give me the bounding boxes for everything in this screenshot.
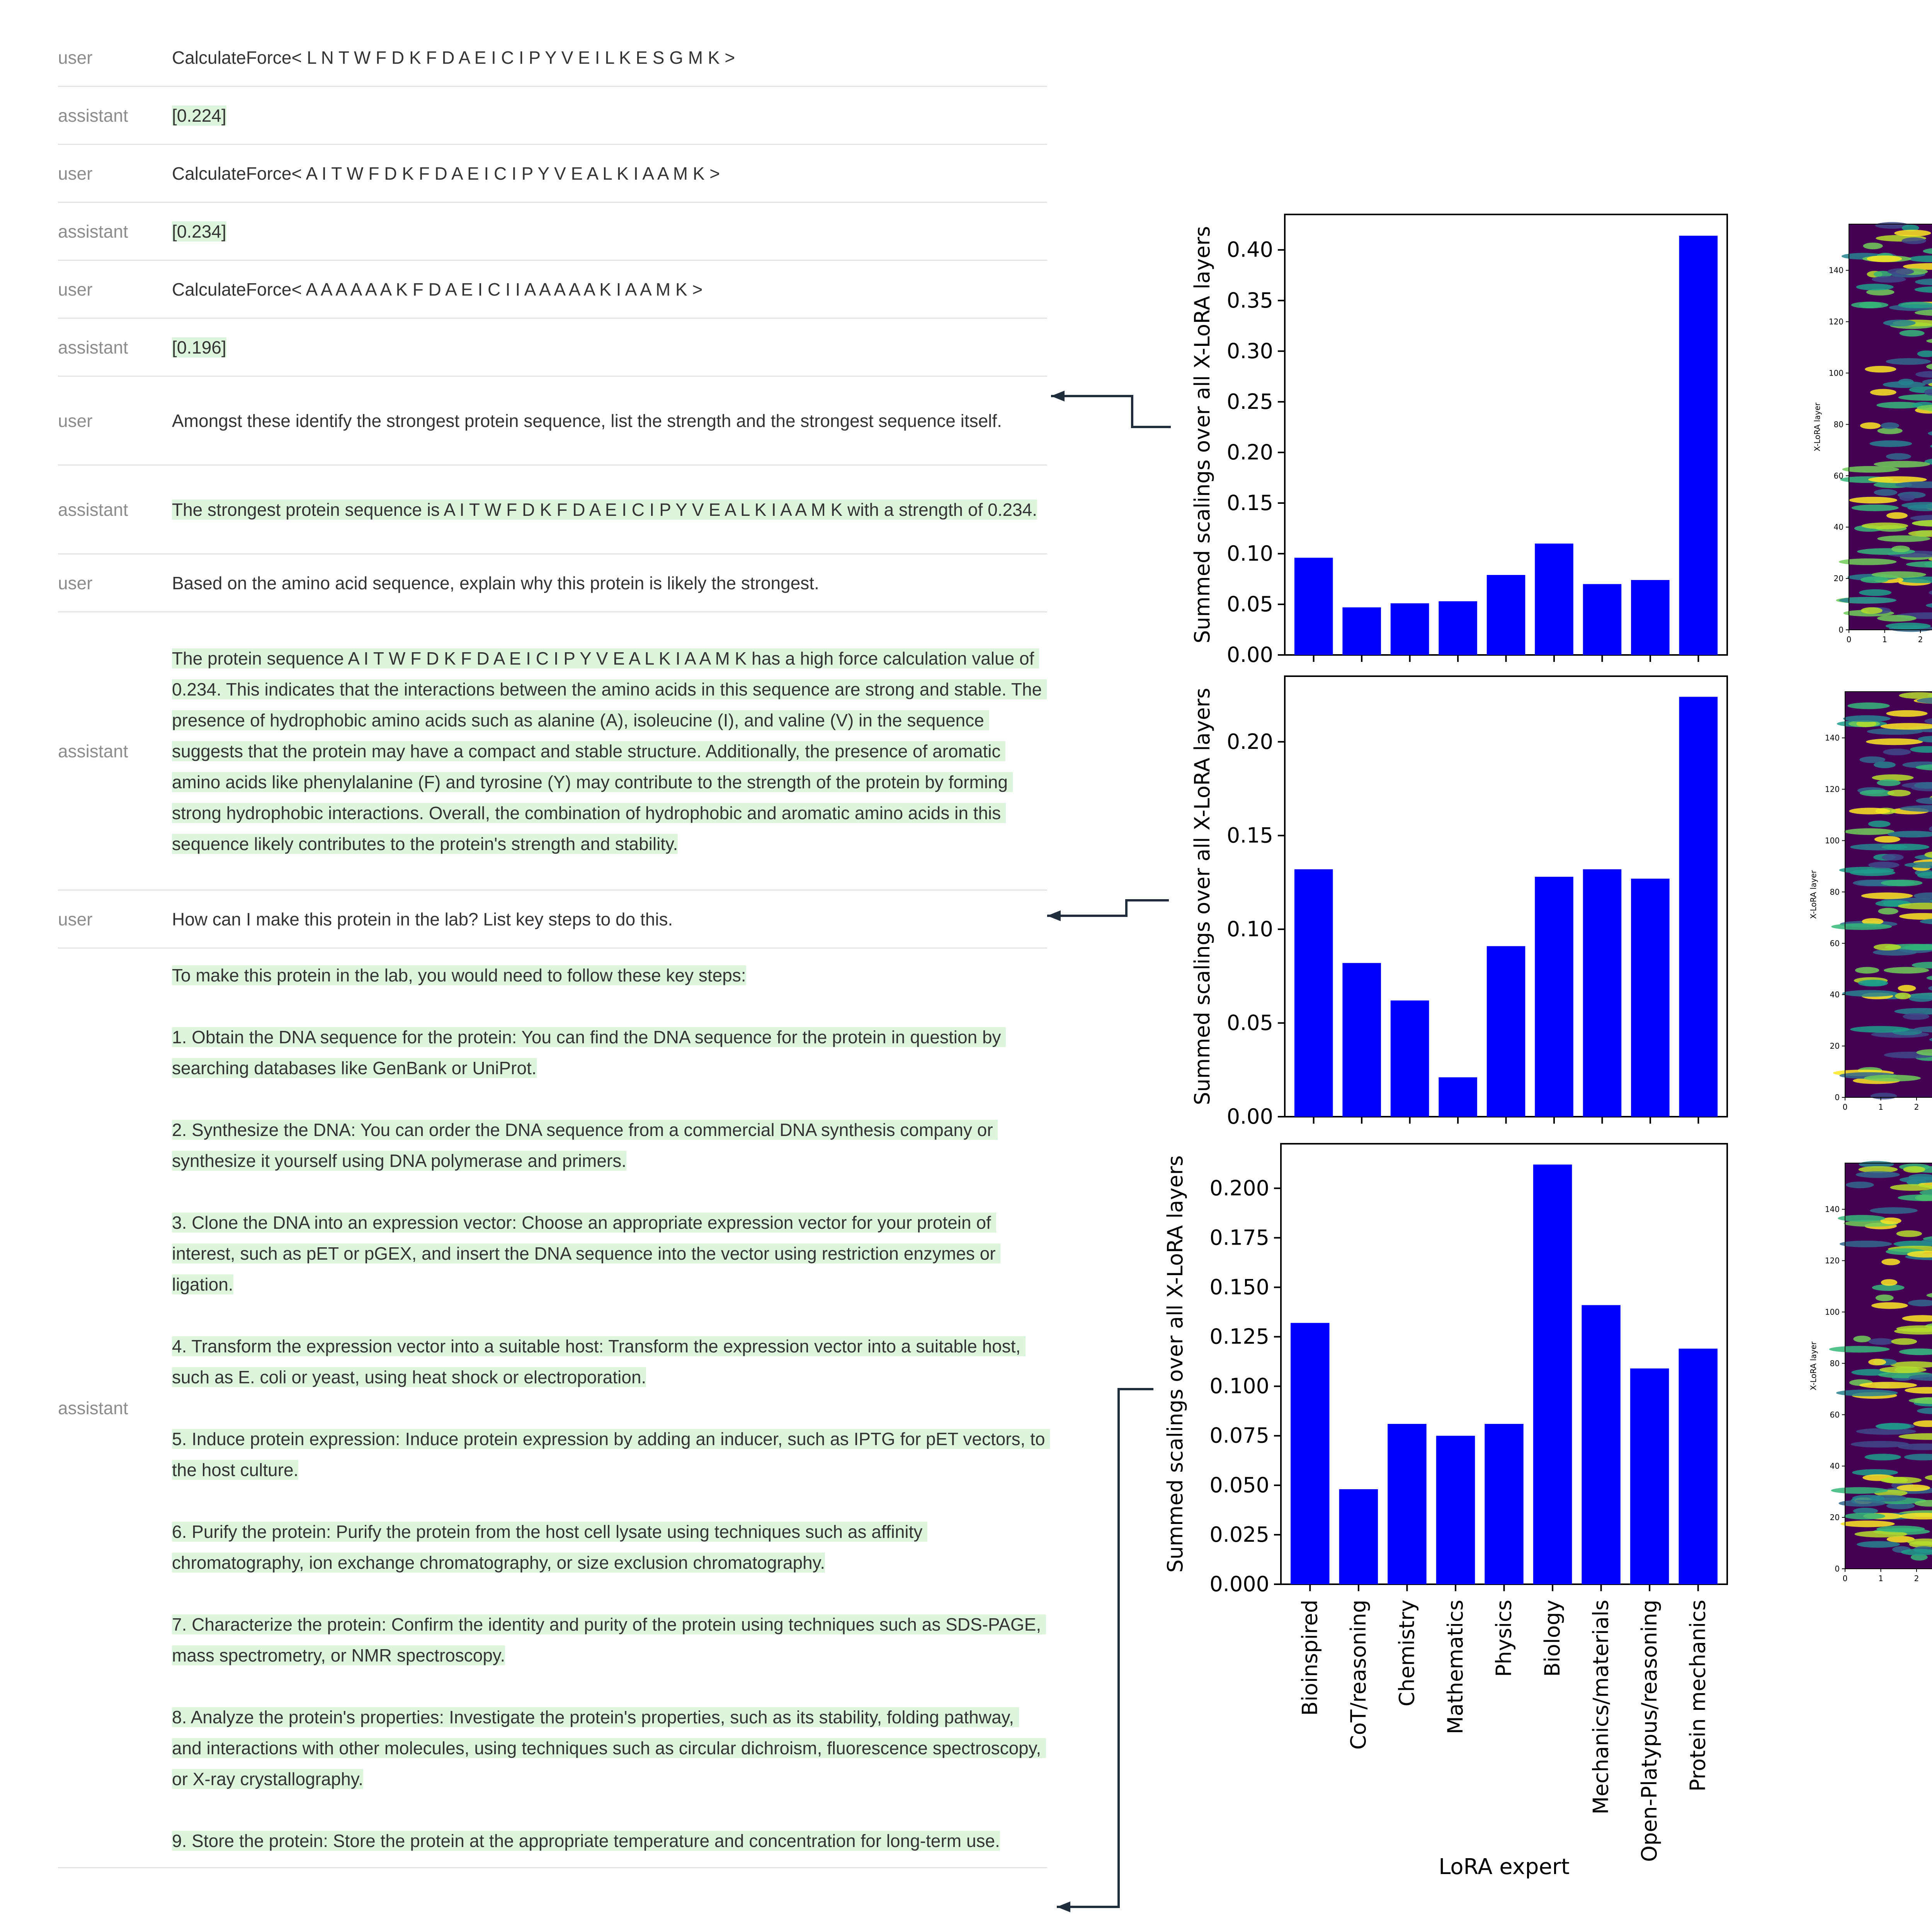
y-tick-label: 0.35 (1226, 288, 1273, 313)
y-tick-label: 0.175 (1209, 1225, 1269, 1250)
heatmap-cell (1874, 836, 1900, 842)
bar-biology (1533, 1165, 1572, 1584)
role-label: user (58, 410, 93, 431)
y-tick-label: 140 (1825, 733, 1840, 743)
heatmap-cell (1866, 738, 1923, 745)
y-axis-label: Summed scalings over all X-LoRA layers (1190, 226, 1214, 643)
bar-chemistry (1388, 1424, 1426, 1584)
x-tick-label: 2 (1914, 1574, 1919, 1583)
heatmap-cell (1898, 379, 1914, 385)
heatmap-cell (1840, 1520, 1895, 1527)
heatmap-cell (1874, 489, 1898, 496)
y-tick-label: 0.050 (1209, 1473, 1269, 1497)
y-tick-label: 0.10 (1226, 541, 1273, 566)
bar-bioinspired (1294, 869, 1333, 1117)
heatmap-cell (1874, 461, 1930, 468)
heatmap-cell (1896, 1230, 1922, 1237)
x-tick-label: 1 (1878, 1574, 1883, 1583)
y-tick-label: 0.00 (1226, 1104, 1273, 1129)
heatmap-cell (1886, 710, 1928, 717)
y-tick-label: 80 (1833, 420, 1844, 429)
heatmap-cell (1891, 1338, 1917, 1345)
y-tick-label: 100 (1825, 836, 1840, 845)
x-axis-label: LoRA expert (1439, 1854, 1570, 1879)
heatmap-cell (1881, 1279, 1898, 1286)
y-tick-label: 0 (1835, 1564, 1840, 1573)
heatmap-cell (1838, 1500, 1885, 1507)
role-label: assistant (58, 337, 128, 357)
y-tick-label: 0.05 (1226, 592, 1273, 616)
heatmap-cell (1876, 1423, 1911, 1430)
y-tick-label: 40 (1830, 990, 1840, 1000)
heatmap-cell (1846, 1182, 1874, 1188)
y-tick-label: 40 (1833, 522, 1844, 532)
heatmap-cell (1844, 1513, 1885, 1519)
x-tick-label: Open-Platypus/reasoning (1637, 1600, 1662, 1862)
heatmap-cell (1862, 522, 1908, 529)
y-tick-label: 0.125 (1209, 1324, 1269, 1349)
message-text: The protein sequence A I T W F D K F D A E I C I P Y V E A L K I A A M K has a high force calculation value of 0.234. This indicates that the interactions between the amino acids in this sequence are strong and stable. The presence of hydrophobic amino acids such as alanine (A), isoleucine (I), and valine (V) in the sequence suggests that the protein may have a compact and stable structure. Additionally, the presence of aromatic amino acids like phenylalanine (F) and tyrosine (Y) may contribute to the strength of the protein by forming strong hydrophobic interactions. Overall, the combination of hydrophobic and aromatic amino acids in this sequence likely contributes to the protein's strength and stability. (172, 648, 1047, 854)
y-tick-label: 120 (1825, 1256, 1840, 1265)
heatmap-cell (1857, 1541, 1900, 1548)
y-tick-label: 60 (1830, 939, 1840, 948)
heatmap-cell (1886, 512, 1908, 519)
bar-physics (1485, 1424, 1523, 1584)
heatmap-cell (1873, 949, 1917, 956)
heatmap-cell (1886, 453, 1911, 460)
x-tick-label: Bioinspired (1298, 1600, 1322, 1716)
y-tick-label: 40 (1830, 1461, 1840, 1471)
x-tick-label: 2 (1914, 1102, 1919, 1112)
heatmap-cell (1843, 715, 1891, 722)
heatmap-cell (1849, 497, 1897, 503)
heatmap-cell (1871, 1302, 1908, 1309)
heatmap-cell (1881, 879, 1923, 886)
bar-protein-mechanics (1679, 1349, 1717, 1584)
message-text: The strongest protein sequence is A I T W F D K F D A E I C I P Y V E A L K I A A M K with a strength of 0.234. (172, 499, 1037, 520)
heatmap-cell (1829, 1346, 1890, 1352)
y-tick-label: 60 (1833, 471, 1844, 481)
bar-mechanics-materials (1583, 584, 1622, 655)
heatmap-cell (1844, 828, 1894, 835)
y-tick-label: 0 (1838, 625, 1844, 634)
heatmap-cell (1853, 1336, 1871, 1342)
heatmap-cell (1868, 821, 1891, 827)
message-text: Based on the amino acid sequence, explain why this protein is likely the strongest. (172, 573, 819, 593)
bar-open-platypus-reasoning (1630, 1369, 1669, 1584)
bar-open-platypus-reasoning (1631, 879, 1670, 1117)
heatmap-cell (1891, 546, 1910, 552)
heatmap-cell (1831, 1487, 1888, 1494)
bar-chemistry (1391, 1000, 1429, 1117)
y-tick-label: 0.15 (1226, 823, 1273, 848)
connector-arrow-3-head (1057, 1901, 1070, 1912)
heatmap-cell (1859, 1382, 1917, 1388)
role-label: user (58, 909, 93, 929)
message-text: [0.224] (172, 105, 226, 126)
x-tick-label: Protein mechanics (1685, 1600, 1710, 1792)
y-tick-label: 0.30 (1226, 338, 1273, 363)
heatmap-cell (1880, 1477, 1922, 1483)
heatmap-cell (1883, 749, 1911, 755)
y-tick-label: 0.25 (1226, 389, 1273, 414)
heatmap-cell (1888, 268, 1914, 275)
x-tick-label: CoT/reasoning (1346, 1600, 1371, 1750)
bar-physics (1487, 575, 1526, 655)
heatmap-cell (1882, 854, 1904, 861)
bar-mathematics (1439, 601, 1477, 655)
y-tick-label: 20 (1830, 1513, 1840, 1522)
y-tick-label: 0.000 (1209, 1572, 1269, 1596)
heatmap-cell (1881, 1259, 1900, 1265)
heatmap-cell (1874, 944, 1901, 951)
heatmap-cell (1870, 1207, 1918, 1214)
y-tick-label: 100 (1828, 368, 1844, 378)
bar-cot-reasoning (1342, 607, 1381, 655)
y-axis-label: X-LoRA layer (1813, 402, 1822, 452)
role-label: assistant (58, 1398, 128, 1418)
heatmap-cell (1868, 1338, 1894, 1345)
y-tick-label: 20 (1830, 1041, 1840, 1051)
message-text: Amongst these identify the strongest protein sequence, list the strength and the strongest sequence itself. (172, 410, 1002, 431)
heatmap-cell (1856, 1171, 1900, 1178)
heatmap-cell (1903, 1166, 1925, 1173)
heatmap-cell (1864, 1075, 1921, 1082)
bar-biology (1535, 877, 1573, 1117)
heatmap-cell (1886, 358, 1931, 365)
bar-biology (1535, 544, 1573, 655)
bar-bioinspired (1294, 558, 1333, 655)
heatmap-cell (1861, 577, 1888, 583)
heatmap-cell (1900, 330, 1925, 337)
y-tick-label: 80 (1830, 887, 1840, 897)
role-label: user (58, 279, 93, 299)
y-tick-label: 0.10 (1226, 917, 1273, 941)
heatmap-cell (1898, 985, 1916, 992)
message-text: CalculateForce< A A A A A A K F D A E I C I I A A A A A K I A A M K > (172, 279, 703, 299)
heatmap-cell (1859, 589, 1891, 596)
bar-cot-reasoning (1339, 1489, 1378, 1584)
connector-arrow-1-head (1051, 391, 1065, 401)
message-text: [0.234] (172, 221, 226, 242)
heatmap-cell (1877, 615, 1917, 621)
role-label: user (58, 573, 93, 593)
heatmap-cell (1847, 702, 1890, 709)
role-label: user (58, 47, 93, 68)
heatmap-cell (1855, 967, 1879, 973)
bar-physics (1487, 946, 1526, 1117)
heatmap-cell (1903, 1013, 1929, 1020)
connector-arrow-1 (1051, 396, 1171, 427)
heatmap-cell (1868, 862, 1899, 868)
y-tick-label: 20 (1833, 574, 1844, 583)
y-axis-label: Summed scalings over all X-LoRA layers (1190, 688, 1214, 1105)
bar-mechanics-materials (1583, 869, 1622, 1117)
bar-mechanics-materials (1582, 1305, 1620, 1584)
x-tick-label: 0 (1846, 635, 1852, 644)
heatmap-cell (1858, 980, 1886, 986)
x-tick-label: Chemistry (1395, 1600, 1419, 1707)
heatmap-cell (1856, 284, 1893, 290)
x-tick-label: Mathematics (1443, 1600, 1468, 1734)
heatmap-cell (1831, 923, 1892, 930)
message-text: CalculateForce< L N T W F D K F D A E I C I P Y V E I L K E S G M K > (172, 47, 735, 68)
heatmap-cell (1879, 1366, 1927, 1373)
y-axis-label: Summed scalings over all X-LoRA layers (1163, 1155, 1187, 1573)
heatmap-cell (1899, 494, 1915, 501)
heatmap-cell (1888, 790, 1911, 796)
heatmap-cell (1878, 908, 1898, 915)
heatmap-cell (1871, 1093, 1897, 1099)
heatmap-cell (1868, 1359, 1886, 1365)
heatmap-cell (1860, 422, 1881, 429)
x-tick-label: 1 (1882, 635, 1887, 644)
message-text: To make this protein in the lab, you would need to follow these key steps: 1. Obtain the DNA sequence for the protein: You can find the DNA sequence for the protein in question by searching databases like GenBank or UniProt. 2. Synthesize the DNA: You can order the DNA sequence from a commercial DNA synthesis company or synthesize it yourself using DNA polymerase and primers. 3. Clone the DNA into an expression vector: Choose an appropriate expression vector for your protein of interest, such as pET or pGEX, and insert the DNA sequence into the vector using restriction enzymes or ligation. 4. Transform the expression vector into a suitable host: Transform the expression vector into a suitable host, such as E. coli or yeast, using heat shock or electroporation. 5. Induce protein expression: Induce protein expression by adding an inducer, such as IPTG for pET vectors, to the host culture. 6. Purify the protein: Purify the protein from the host cell lysate using techniques such as affinity chromatography, ion exchange chromatography, or size exclusion chromatography. 7. Characterize the protein: Confirm the identity and purity of the protein using techniques such as SDS-PAGE, mass spectrometry, or NMR spectroscopy. 8. Analyze the protein's properties: Investigate the protein's properties, such as its stability, folding pathway, and interactions with other molecules, using techniques such as circular dichroism, fluorescence spectroscopy, or X-ray crystallography. 9. Store the protein: Store the protein at the appropriate temperature and concentration for long-term use. (172, 954, 1047, 1862)
bar-chemistry (1391, 603, 1429, 655)
role-label: user (58, 163, 93, 184)
y-tick-label: 140 (1828, 265, 1844, 275)
heatmap-cell (1861, 893, 1913, 899)
heatmap-cell (1840, 1241, 1892, 1247)
connector-arrow-2-head (1047, 910, 1061, 921)
message-text: [0.196] (172, 337, 226, 357)
y-tick-label: 0.150 (1209, 1275, 1269, 1299)
x-tick-label: Biology (1540, 1600, 1565, 1677)
message-text: How can I make this protein in the lab? List key steps to do this. (172, 909, 673, 929)
bar-cot-reasoning (1342, 963, 1381, 1117)
connector-arrow-3 (1057, 1389, 1153, 1907)
heatmap-cell (1894, 230, 1931, 236)
bar-bioinspired (1291, 1323, 1329, 1584)
x-tick-label: 0 (1842, 1102, 1848, 1112)
y-tick-label: 0.025 (1209, 1522, 1269, 1547)
heatmap-cell (1850, 869, 1895, 876)
heatmap-cell (1882, 844, 1929, 850)
heatmap-cell (1863, 243, 1883, 249)
y-tick-label: 0.40 (1226, 237, 1273, 262)
heatmap-cell (1872, 276, 1906, 282)
heatmap-cell (1869, 440, 1912, 447)
y-tick-label: 0.05 (1226, 1010, 1273, 1035)
message-text: CalculateForce< A I T W F D K F D A E I C I P Y V E A L K I A A M K > (172, 163, 720, 184)
y-tick-label: 0.20 (1226, 729, 1273, 754)
heatmap-cell (1850, 1026, 1910, 1032)
bar-protein-mechanics (1679, 236, 1718, 655)
heatmap-cell (1867, 255, 1902, 262)
y-axis-label: X-LoRA layer (1809, 1341, 1818, 1391)
x-tick-label: Physics (1492, 1600, 1516, 1677)
heatmap-cell (1839, 597, 1896, 604)
heatmap-cell (1886, 622, 1931, 629)
y-tick-label: 0.15 (1226, 490, 1273, 515)
y-axis-label: X-LoRA layer (1809, 870, 1818, 919)
heatmap-cell (1859, 302, 1881, 308)
y-tick-label: 0.00 (1226, 643, 1273, 667)
bar-protein-mechanics (1679, 697, 1718, 1117)
bar-mathematics (1439, 1077, 1477, 1117)
y-tick-label: 120 (1828, 317, 1844, 327)
heatmap-cell (1877, 779, 1900, 786)
y-tick-label: 100 (1825, 1307, 1840, 1317)
heatmap-cell (1851, 505, 1898, 511)
heatmap-cell (1876, 1294, 1894, 1301)
bar-open-platypus-reasoning (1631, 580, 1670, 655)
y-tick-label: 0.075 (1209, 1423, 1269, 1448)
heatmap-cell (1865, 1454, 1901, 1460)
y-tick-label: 0.100 (1209, 1374, 1269, 1398)
heatmap-cell (1897, 1485, 1930, 1491)
heatmap-cell (1902, 238, 1926, 244)
heatmap-cell (1865, 366, 1896, 372)
bar-mathematics (1436, 1436, 1475, 1584)
y-tick-label: 120 (1825, 784, 1840, 794)
role-label: assistant (58, 499, 128, 520)
y-tick-label: 140 (1825, 1204, 1840, 1214)
x-tick-label: 0 (1842, 1574, 1848, 1583)
y-tick-label: 0.200 (1209, 1176, 1269, 1201)
role-label: assistant (58, 105, 128, 126)
connector-arrow-2 (1047, 900, 1169, 916)
heatmap-cell (1842, 990, 1898, 997)
y-tick-label: 80 (1830, 1359, 1840, 1368)
heatmap-cell (1849, 808, 1890, 814)
y-tick-label: 0 (1835, 1093, 1840, 1102)
x-tick-label: Mechanics/materials (1588, 1600, 1613, 1815)
x-tick-label: 2 (1918, 635, 1923, 644)
heatmap-cell (1861, 607, 1883, 614)
heatmap-cell (1881, 422, 1899, 429)
y-tick-label: 0.20 (1226, 440, 1273, 464)
y-tick-label: 60 (1830, 1410, 1840, 1420)
heatmap-cell (1839, 558, 1897, 565)
heatmap-cell (1883, 320, 1916, 326)
heatmap-cell (1876, 1526, 1925, 1532)
heatmap-cell (1870, 389, 1896, 396)
role-label: assistant (58, 221, 128, 242)
role-label: assistant (58, 741, 128, 761)
heatmap-cell (1874, 762, 1896, 768)
x-tick-label: 1 (1878, 1102, 1883, 1112)
